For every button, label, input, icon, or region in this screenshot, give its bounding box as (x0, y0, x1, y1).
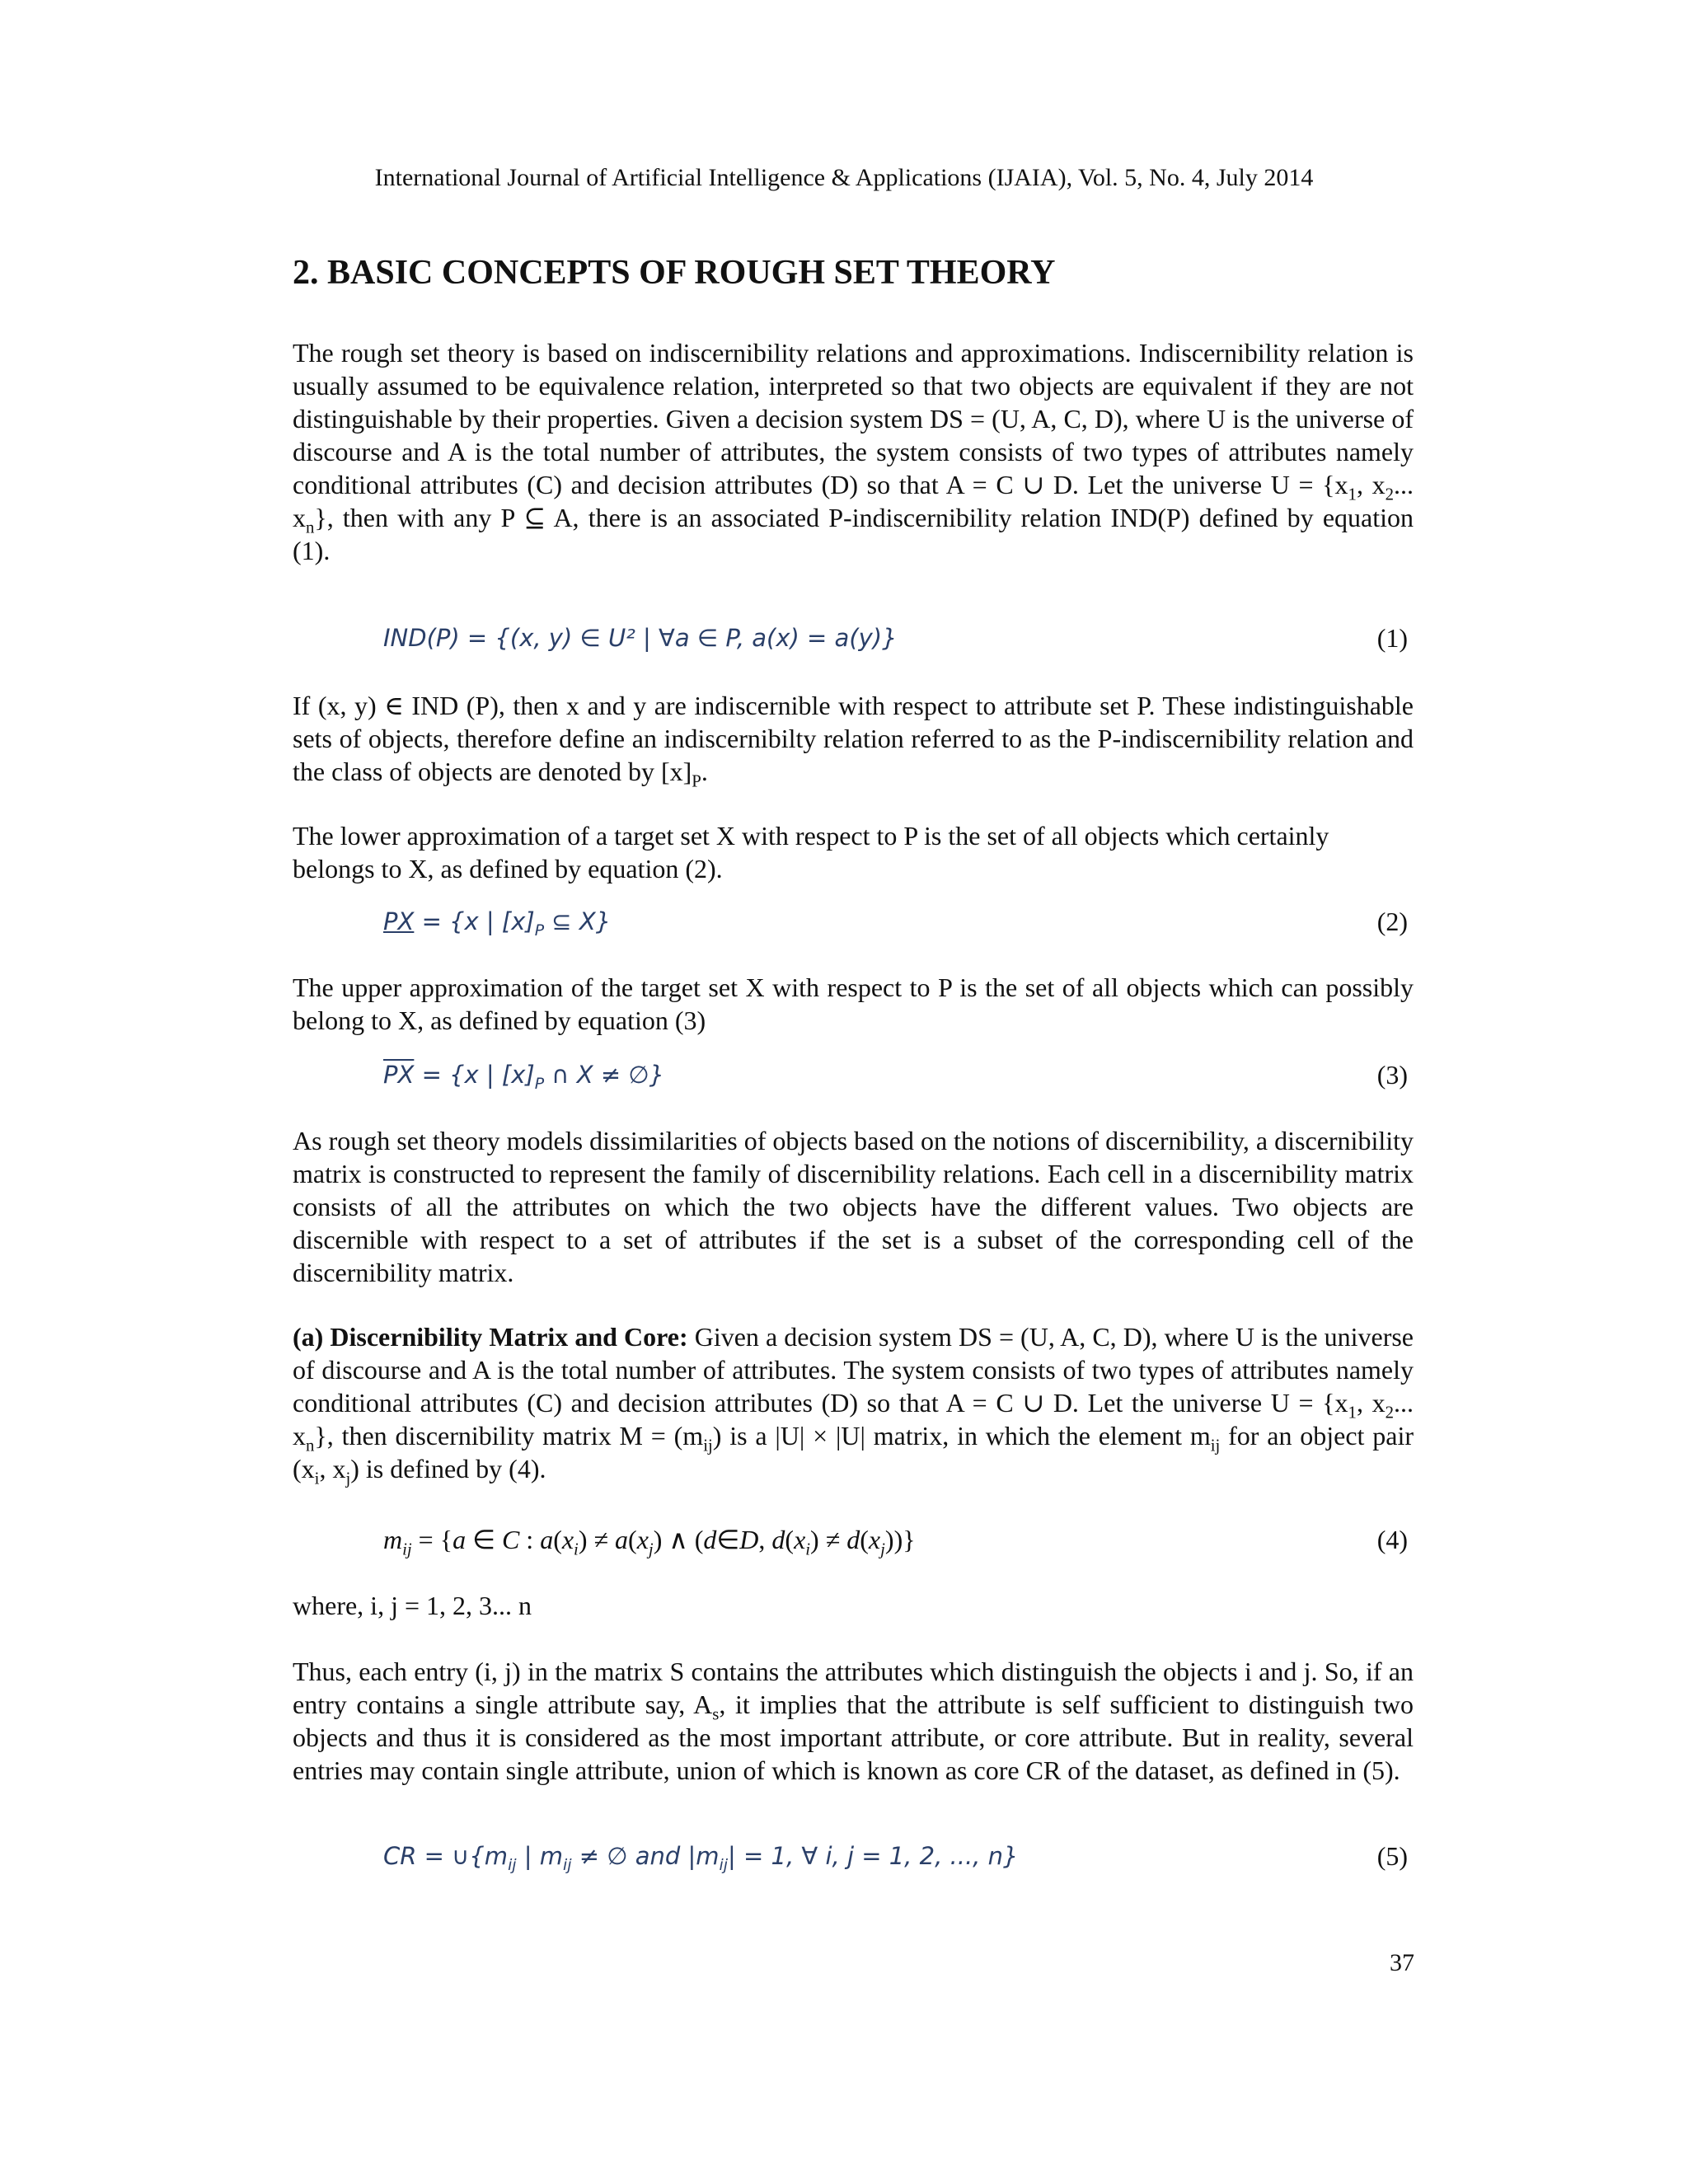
equation-4-number: (4) (1376, 1525, 1408, 1554)
upper-approx-paragraph: The upper approximation of the target set X with respect to P is the set of all objects which can possibly belong to X, as defined by equation (3) (293, 972, 1414, 1035)
equation-1-number: (1) (1376, 623, 1408, 653)
page-number: 37 (1390, 1949, 1414, 1976)
equation-2: PX = {x | $[x]_P$ ⊆ X} (383, 907, 612, 940)
core-paragraph: Thus, each entry (i, j) in the matrix S contains the attributes which distinguish the objects i and j. So, if an entry contains a single attribute say, $A_s$, it implies that the attribute is self sufficient to distinguish two objects and thus it is considered as the most important attribute, or core attribute. But in reality, several entries may contain single attribute, union of which is known as core CR of the dataset, as defined in (5). (293, 1657, 1414, 1785)
matrix-intro-paragraph: As rough set theory models dissimilarities of objects based on the notions of discernibility, a discernibility matrix is constructed to represent the family of discernibility relations. Each cell in a discernibility matrix consists of all the attributes on which the two objects have the different values. Two objects are discernible with respect to a set of attributes if the set is a subset of the corresponding cell of the discernibility matrix. (293, 1126, 1414, 1287)
equation-4: $m_{ij} = \{a$ ∈ C : $a(x_i) \ne a(x_j)$ ∧ (d∈D, $d(x_i) \ne d(x_j)$)} (383, 1525, 916, 1559)
equation-3: $\overline{PX} = \{x$ | $[x]_P$ ∩ X ≠ ∅} (383, 1061, 665, 1093)
equation-5: CR = $\cup\{m_{ij}$ | $m_{ij}$ ≠ ∅ and $|m_{ij}| = 1$, ∀ i, j = 1, 2, ..., n} (383, 1842, 1019, 1874)
subsection-a-paragraph: (a) Discernibility Matrix and Core: Given a decision system DS = (U, A, C, D), where U is the universe of discourse and A is the total number of attributes. The system consists of two types of attributes namely conditional attributes (C) and decision attributes (D) so that A = C ∪ D. Let the universe $U = \{x_1$, $x_2$... $x_n$}, then discernibility matrix $M = (m_{ij})$ is a |U| × |U| matrix, in which the element $m_{ij}$ for an object pair ($x_i$, $x_j$) is defined by (4). (293, 1322, 1414, 1488)
core-text: Thus, each entry (i, j) in the matrix S contains the attributes which distinguish the objects i and j. So, if an entry contains a single attribute say, A (293, 1657, 1414, 1719)
indiscernible-paragraph: If (x, y) ∈ IND (P), then x and y are indiscernible with respect to attribute set P. These indistinguishable sets of objects, therefore define an indiscernibilty relation referred to as the P-indiscernibility relation and the class of objects are denoted by $[x]_P$. (293, 691, 1414, 791)
running-head: International Journal of Artificial Intelligence & Applications (IJAIA), Vol. 5, No. 4, July 2014 (374, 164, 1314, 191)
lower-approx-paragraph: The lower approximation of a target set X with respect to P is the set of all objects which certainly belongs to X, as defined by equation (2). (293, 821, 1329, 883)
subsection-a-label: (a) Discernibility Matrix and Core: (293, 1322, 688, 1352)
intro-paragraph: The rough set theory is based on indiscernibility relations and approximations. Indiscernibility relation is usually assumed to be equivalence relation, interpreted so that two objects are equivalent if they are not distinguishable by their properties. Given a decision system DS = (U, A, C, D), where U is the universe of discourse and A is the total number of attributes, the system consists of two types of attributes namely conditional attributes (C) and decision attributes (D) so that A = C ∪ D. Let the universe $U = \{x_1$, $x_2$... $x_n$}, then with any P ⊆ A, there is an associated P-indiscernibility relation IND(P) defined by equation (1). (293, 338, 1414, 565)
equation-3-number: (3) (1376, 1060, 1408, 1090)
indiscernible-text: If (x, y) ∈ IND (P), then x and y are indiscernible with respect to attribute set P. These indistinguishable sets of objects, therefore define an indiscernibilty relation referred to as the P-indiscernibility relation and the class of objects are denoted by [x] (293, 691, 1414, 786)
equation-5-number: (5) (1376, 1841, 1408, 1871)
equation-1: IND(P) = {(x, y) ∈ U² | ∀a ∈ P, a(x) = a(y)} (383, 624, 898, 652)
where-line: where, i, j = 1, 2, 3... n (293, 1591, 532, 1620)
equation-2-number: (2) (1376, 907, 1408, 936)
section-title: 2. BASIC CONCEPTS OF ROUGH SET THEORY (293, 254, 1056, 292)
intro-text: The rough set theory is based on indiscernibility relations and approximations. Indiscernibility relation is usually assumed to be equivalence relation, interpreted so that two objects are equivalent if they are not distinguishable by their properties. Given a decision system DS = (U, A, C, D), where U is the universe of discourse and A is the total number of attributes, the system consists of two types of attributes namely conditional attributes (C) and decision attributes (D) so that A = C ∪ D. Let the universe U = {x (293, 338, 1414, 499)
